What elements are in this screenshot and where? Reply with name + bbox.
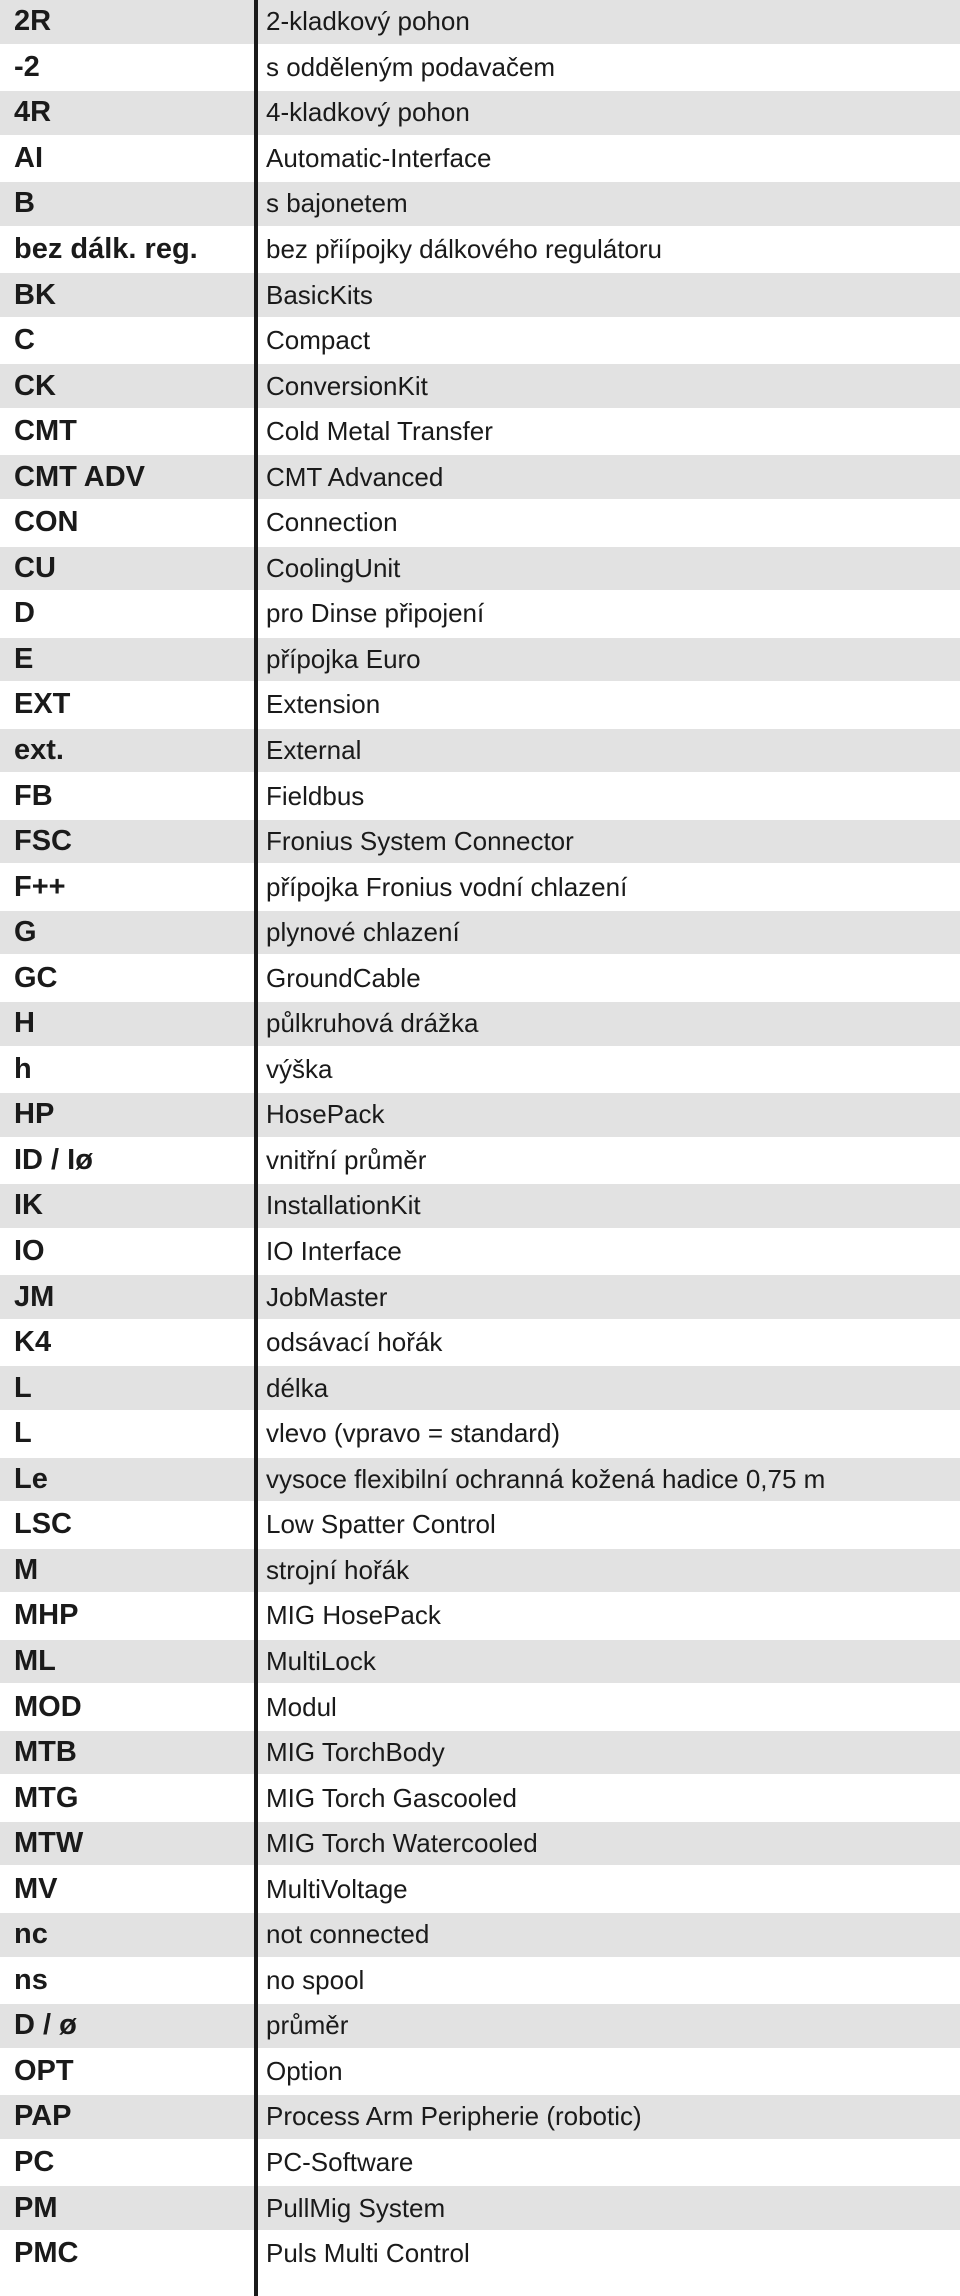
abbreviation-cell: MOD: [0, 1685, 256, 1731]
description-cell: Fronius System Connector: [256, 820, 960, 866]
table-row: [0, 729, 960, 775]
table-row: [0, 137, 960, 183]
abbreviation-cell: L: [0, 1412, 256, 1458]
table-row: [0, 1549, 960, 1595]
table-row: [0, 1412, 960, 1458]
table-row: [0, 592, 960, 638]
abbreviation-cell: MTB: [0, 1731, 256, 1777]
description-cell: CMT Advanced: [256, 455, 960, 501]
description-cell: Puls Multi Control: [256, 2232, 960, 2278]
description-cell: Low Spatter Control: [256, 1503, 960, 1549]
abbreviation-cell: BK: [0, 273, 256, 319]
table-row: [0, 410, 960, 456]
table-row: [0, 1867, 960, 1913]
abbreviation-cell: CK: [0, 364, 256, 410]
abbreviation-cell: H: [0, 1002, 256, 1048]
abbreviation-cell: CON: [0, 501, 256, 547]
abbreviation-cell: PC: [0, 2141, 256, 2187]
table-row: [0, 1184, 960, 1230]
description-cell: Extension: [256, 683, 960, 729]
abbreviation-cell: EXT: [0, 683, 256, 729]
description-cell: CoolingUnit: [256, 547, 960, 593]
abbreviation-cell: JM: [0, 1275, 256, 1321]
abbreviation-cell: PAP: [0, 2095, 256, 2141]
abbreviation-cell: B: [0, 182, 256, 228]
abbreviation-cell: D: [0, 592, 256, 638]
table-row: [0, 1640, 960, 1686]
abbreviation-cell: PMC: [0, 2232, 256, 2278]
description-cell: Compact: [256, 319, 960, 365]
description-cell: výška: [256, 1048, 960, 1094]
description-cell: průměr: [256, 2004, 960, 2050]
abbreviation-cell: IO: [0, 1230, 256, 1276]
column-divider: [254, 0, 258, 2296]
description-cell: PC-Software: [256, 2141, 960, 2187]
description-cell: 2-kladkový pohon: [256, 0, 960, 46]
abbreviation-cell: K4: [0, 1321, 256, 1367]
abbreviation-cell: CMT ADV: [0, 455, 256, 501]
table-row: [0, 455, 960, 501]
abbreviation-cell: ID / Iø: [0, 1139, 256, 1185]
table-row: [0, 0, 960, 46]
abbreviation-cell: F++: [0, 865, 256, 911]
description-cell: PullMig System: [256, 2186, 960, 2232]
table-row: [0, 1822, 960, 1868]
description-cell: MIG HosePack: [256, 1594, 960, 1640]
description-cell: vysoce flexibilní ochranná kožená hadice 0,75 m: [256, 1458, 960, 1504]
description-cell: MIG TorchBody: [256, 1731, 960, 1777]
abbreviation-cell: 4R: [0, 91, 256, 137]
description-cell: 4-kladkový pohon: [256, 91, 960, 137]
table-row: [0, 1503, 960, 1549]
table-row: [0, 364, 960, 410]
table-row: [0, 638, 960, 684]
abbreviation-cell: h: [0, 1048, 256, 1094]
abbreviation-cell: OPT: [0, 2050, 256, 2096]
description-cell: MIG Torch Gascooled: [256, 1776, 960, 1822]
abbreviation-cell: nc: [0, 1913, 256, 1959]
table-row: [0, 1776, 960, 1822]
description-cell: Cold Metal Transfer: [256, 410, 960, 456]
description-cell: Modul: [256, 1685, 960, 1731]
table-row: [0, 1321, 960, 1367]
description-cell: plynové chlazení: [256, 911, 960, 957]
abbreviation-cell: FSC: [0, 820, 256, 866]
abbreviation-cell: MV: [0, 1867, 256, 1913]
description-cell: Connection: [256, 501, 960, 547]
abbreviation-cell: ext.: [0, 729, 256, 775]
table-row: [0, 2186, 960, 2232]
description-cell: JobMaster: [256, 1275, 960, 1321]
table-row: [0, 228, 960, 274]
table-row: [0, 2232, 960, 2278]
table-row: [0, 91, 960, 137]
description-cell: půlkruhová drážka: [256, 1002, 960, 1048]
description-cell: strojní hořák: [256, 1549, 960, 1595]
description-cell: s odděleným podavačem: [256, 46, 960, 92]
description-cell: Fieldbus: [256, 774, 960, 820]
description-cell: Automatic-Interface: [256, 137, 960, 183]
abbreviation-cell: LSC: [0, 1503, 256, 1549]
table-row: [0, 1139, 960, 1185]
description-cell: not connected: [256, 1913, 960, 1959]
description-cell: InstallationKit: [256, 1184, 960, 1230]
table-row: [0, 1731, 960, 1777]
description-cell: Process Arm Peripherie (robotic): [256, 2095, 960, 2141]
table-row: [0, 1002, 960, 1048]
abbreviation-cell: MTG: [0, 1776, 256, 1822]
table-row: [0, 1594, 960, 1640]
description-cell: MultiVoltage: [256, 1867, 960, 1913]
abbreviation-cell: HP: [0, 1093, 256, 1139]
table-row: [0, 911, 960, 957]
description-cell: s bajonetem: [256, 182, 960, 228]
description-cell: BasicKits: [256, 273, 960, 319]
description-cell: GroundCable: [256, 956, 960, 1002]
table-row: [0, 2095, 960, 2141]
abbreviation-cell: IK: [0, 1184, 256, 1230]
abbreviation-cell: ML: [0, 1640, 256, 1686]
description-cell: délka: [256, 1366, 960, 1412]
description-cell: bez přiípojky dálkového regulátoru: [256, 228, 960, 274]
abbreviation-cell: FB: [0, 774, 256, 820]
table-row: [0, 319, 960, 365]
abbreviation-cell: L: [0, 1366, 256, 1412]
abbreviation-cell: E: [0, 638, 256, 684]
description-cell: MIG Torch Watercooled: [256, 1822, 960, 1868]
description-cell: no spool: [256, 1959, 960, 2005]
table-row: [0, 865, 960, 911]
table-row: [0, 1048, 960, 1094]
abbreviation-cell: MHP: [0, 1594, 256, 1640]
table-row: [0, 1366, 960, 1412]
table-row: [0, 1959, 960, 2005]
description-cell: přípojka Euro: [256, 638, 960, 684]
table-row: [0, 774, 960, 820]
table-row: [0, 2050, 960, 2096]
table-row: [0, 1230, 960, 1276]
description-cell: odsávací hořák: [256, 1321, 960, 1367]
abbreviation-cell: Le: [0, 1458, 256, 1504]
table-row: [0, 46, 960, 92]
abbreviation-cell: G: [0, 911, 256, 957]
table-row: [0, 273, 960, 319]
abbreviation-cell: PM: [0, 2186, 256, 2232]
description-cell: External: [256, 729, 960, 775]
table-row: [0, 1685, 960, 1731]
description-cell: vlevo (vpravo = standard): [256, 1412, 960, 1458]
description-cell: IO Interface: [256, 1230, 960, 1276]
table-row: [0, 956, 960, 1002]
table-row: [0, 820, 960, 866]
abbreviation-cell: GC: [0, 956, 256, 1002]
table-row: [0, 182, 960, 228]
description-cell: ConversionKit: [256, 364, 960, 410]
abbreviation-cell: CU: [0, 547, 256, 593]
abbreviation-cell: D / ø: [0, 2004, 256, 2050]
table-row: [0, 547, 960, 593]
abbreviation-cell: MTW: [0, 1822, 256, 1868]
table-row: [0, 2141, 960, 2187]
abbreviation-cell: M: [0, 1549, 256, 1595]
description-cell: pro Dinse připojení: [256, 592, 960, 638]
abbreviation-cell: 2R: [0, 0, 256, 46]
description-cell: MultiLock: [256, 1640, 960, 1686]
description-cell: Option: [256, 2050, 960, 2096]
table-row: [0, 1093, 960, 1139]
description-cell: HosePack: [256, 1093, 960, 1139]
abbreviation-cell: AI: [0, 137, 256, 183]
abbreviation-cell: -2: [0, 46, 256, 92]
table-row: [0, 683, 960, 729]
table-row: [0, 1458, 960, 1504]
table-row: [0, 1275, 960, 1321]
table-row: [0, 2004, 960, 2050]
abbreviation-cell: CMT: [0, 410, 256, 456]
abbreviation-cell: bez dálk. reg.: [0, 228, 256, 274]
description-cell: přípojka Fronius vodní chlazení: [256, 865, 960, 911]
table-row: [0, 1913, 960, 1959]
table-row: [0, 501, 960, 547]
abbreviation-cell: C: [0, 319, 256, 365]
abbreviation-cell: ns: [0, 1959, 256, 2005]
description-cell: vnitřní průměr: [256, 1139, 960, 1185]
